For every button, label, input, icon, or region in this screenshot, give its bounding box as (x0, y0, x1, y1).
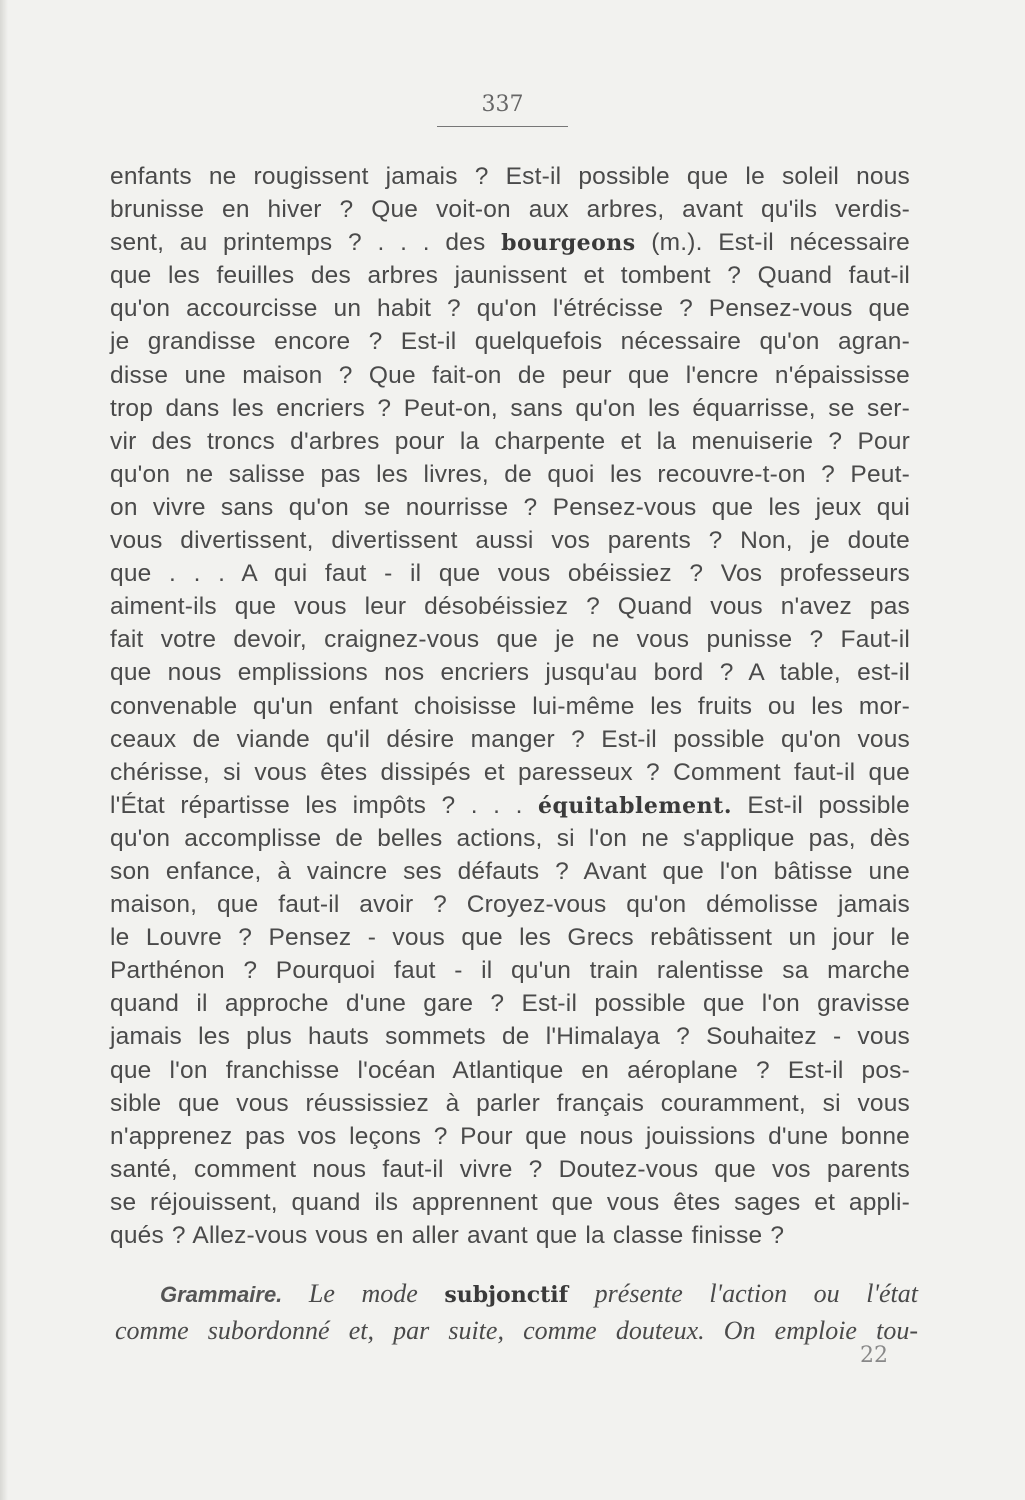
text-line (110, 822, 910, 855)
grammar-text: présente l'action ou l'état (568, 1279, 919, 1308)
text-segment: n'apprenez pas vos leçons ? Pour que nous jouissions d'une bonne (110, 1122, 910, 1150)
text-segment: ceaux de viande qu'il désire manger ? Est-il possible qu'on vous (110, 725, 910, 753)
text-line (110, 1120, 910, 1153)
text-line (110, 623, 910, 656)
grammar-note (115, 1275, 918, 1349)
text-segment: jamais les plus hauts sommets de l'Himalaya ? Souhaitez - vous (110, 1023, 910, 1051)
text-segment: Est-il possible (732, 791, 910, 819)
text-segment: chérisse, si vous êtes dissipés et paresseux ? Comment faut-il que (110, 758, 910, 786)
text-line (110, 193, 910, 226)
text-segment: trop dans les encriers ? Peut-on, sans qu'on les équarrisse, se ser- (110, 394, 910, 422)
text-line (110, 789, 910, 822)
text-line (110, 723, 910, 756)
text-line (110, 921, 910, 954)
text-segment: son enfance, à vaincre ses défauts ? Avant que l'on bâtisse une (110, 857, 910, 885)
text-segment: maison, que faut-il avoir ? Croyez-vous qu'on démolisse jamais (110, 891, 910, 919)
text-line (110, 259, 910, 292)
text-segment: que . . . A qui faut - il que vous obéissiez ? Vos professeurs (110, 560, 910, 588)
text-segment: que les feuilles des arbres jaunissent et tombent ? Quand faut-il (110, 262, 910, 290)
text-segment: (m.). Est-il nécessaire (635, 229, 911, 257)
text-line (110, 425, 910, 458)
grammar-heading: Grammaire. (160, 1282, 283, 1307)
text-segment: qu'on accourcisse un habit ? qu'on l'étrécisse ? Pensez-vous que (110, 295, 910, 323)
text-segment: sent, au printemps ? . . . des (110, 229, 502, 257)
bold-term: équitablement. (538, 792, 732, 819)
text-line (110, 557, 910, 590)
text-line (110, 1020, 910, 1053)
text-segment: quand il approche d'une gare ? Est-il possible que l'on gravisse (110, 990, 910, 1018)
header-rule (437, 126, 568, 127)
text-line (110, 756, 910, 789)
text-line (110, 690, 910, 723)
text-line (110, 292, 910, 325)
signature-mark: 22 (860, 1343, 888, 1368)
text-segment: le Louvre ? Pensez - vous que les Grecs rebâtissent un jour le (110, 924, 910, 952)
text-segment: aiment-ils que vous leur désobéissiez ? Quand vous n'avez pas (110, 593, 910, 621)
text-line (110, 226, 910, 259)
grammar-term: subjonctif (444, 1282, 569, 1308)
text-line (110, 954, 910, 987)
text-segment: on vivre sans qu'on se nourrisse ? Pensez-vous que les jeux qui (110, 493, 910, 521)
text-segment: vous divertissent, divertissent aussi vos parents ? Non, je doute (110, 527, 910, 555)
text-line (110, 1054, 910, 1087)
text-line (110, 160, 910, 193)
text-segment: Parthénon ? Pourquoi faut - il qu'un train ralentisse sa marche (110, 957, 910, 985)
text-segment: l'État répartisse les impôts ? . . . (110, 791, 539, 819)
text-segment: se réjouissent, quand ils apprennent que vous êtes sages et appli- (110, 1188, 910, 1216)
text-segment: vir des troncs d'arbres pour la charpente et la menuiserie ? Pour (110, 427, 910, 455)
grammar-line-2: comme subordonné et, par suite, comme douteux. On emploie tou- (115, 1316, 918, 1345)
text-segment: santé, comment nous faut-il vivre ? Doutez-vous que vos parents (110, 1155, 910, 1183)
text-segment: brunisse en hiver ? Que voit-on aux arbres, avant qu'ils verdis- (110, 196, 910, 224)
text-line (110, 524, 910, 557)
text-line (110, 325, 910, 358)
text-line (110, 359, 910, 392)
text-line (110, 491, 910, 524)
body-text (110, 160, 910, 1252)
bold-term: bourgeons (501, 230, 636, 257)
text-segment: qu'on ne salisse pas les livres, de quoi les recouvre-t-on ? Peut- (110, 460, 910, 488)
text-line (110, 1186, 910, 1219)
grammar-line-1 (115, 1275, 918, 1312)
text-segment: enfants ne rougissent jamais ? Est-il possible que le soleil nous (110, 163, 910, 190)
text-line (110, 987, 910, 1020)
text-segment: fait votre devoir, craignez-vous que je ne vous punisse ? Faut-il (110, 626, 910, 654)
text-line (110, 1219, 910, 1252)
grammar-text: Le mode (308, 1279, 445, 1308)
text-line (110, 458, 910, 491)
text-segment: sible que vous réussissiez à parler français couramment, si vous (110, 1089, 910, 1117)
text-line (110, 392, 910, 425)
page-number: 337 (481, 92, 524, 117)
text-segment: convenable qu'un enfant choisisse lui-même les fruits ou les mor- (110, 692, 910, 720)
text-segment: que nous emplissions nos encriers jusqu'au bord ? A table, est-il (110, 659, 910, 687)
text-line (110, 590, 910, 623)
page-edge-shadow (0, 0, 8, 1500)
text-segment: que l'on franchisse l'océan Atlantique en aéroplane ? Est-il pos- (110, 1056, 910, 1084)
text-segment: qués ? Allez-vous vous en aller avant que la classe finisse ? (110, 1222, 785, 1249)
text-line (110, 1153, 910, 1186)
text-segment: disse une maison ? Que fait-on de peur que l'encre n'épaississe (110, 361, 910, 389)
text-line (110, 855, 910, 888)
text-segment: qu'on accomplisse de belles actions, si l'on ne s'applique pas, dès (110, 824, 910, 852)
text-segment: je grandisse encore ? Est-il quelquefois nécessaire qu'on agran- (110, 328, 910, 356)
text-line (110, 656, 910, 689)
text-line (110, 888, 910, 921)
text-line (110, 1087, 910, 1120)
